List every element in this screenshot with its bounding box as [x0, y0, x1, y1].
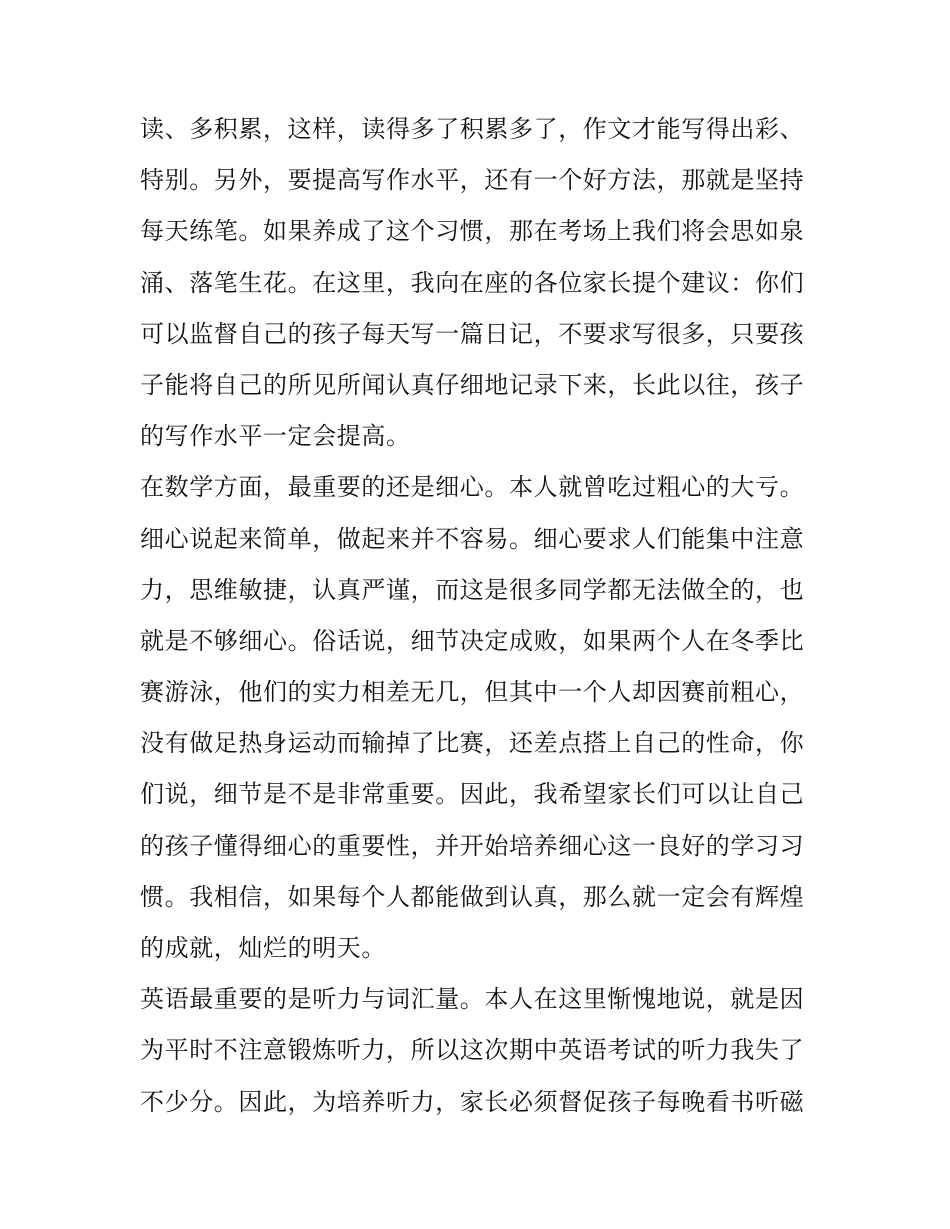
text-line: 赛游泳，他们的实力相差无几，但其中一个人却因赛前粗心， — [140, 678, 805, 707]
text-line: 们说，细节是不是非常重要。因此，我希望家长们可以让自己 — [140, 780, 805, 809]
text-line: 细心说起来简单，做起来并不容易。细心要求人们能集中注意 — [140, 524, 805, 553]
text-line: 为平时不注意锻炼听力，所以这次期中英语考试的听力我失了 — [140, 1036, 805, 1065]
text-line: 子能将自己的所见所闻认真仔细地记录下来，长此以往，孩子 — [140, 370, 805, 399]
text-line: 力，思维敏捷，认真严谨，而这是很多同学都无法做全的，也 — [140, 575, 805, 604]
text-line: 就是不够细心。俗话说，细节决定成败，如果两个人在冬季比 — [140, 626, 805, 655]
text-line: 的成就，灿烂的明天。 — [140, 934, 386, 962]
text-line: 不少分。因此，为培养听力，家长必须督促孩子每晚看书听磁 — [140, 1087, 805, 1116]
text-line: 的写作水平一定会提高。 — [140, 422, 411, 451]
body-text — [140, 104, 812, 1128]
text-line: 涌、落笔生花。在这里，我向在座的各位家长提个建议：你们 — [140, 268, 805, 297]
text-line: 可以监督自己的孩子每天写一篇日记，不要求写很多，只要孩 — [140, 319, 805, 348]
text-line: 英语最重要的是听力与词汇量。本人在这里惭愧地说，就是因 — [140, 985, 805, 1014]
text-line: 的孩子懂得细心的重要性，并开始培养细心这一良好的学习习 — [140, 831, 805, 860]
text-line: 读、多积累，这样，读得多了积累多了，作文才能写得出彩、 — [140, 115, 805, 143]
text-line: 在数学方面，最重要的还是细心。本人就曾吃过粗心的大亏。 — [140, 473, 805, 502]
text-line: 惯。我相信，如果每个人都能做到认真，那么就一定会有辉煌 — [140, 882, 805, 911]
text-line: 特别。另外，要提高写作水平，还有一个好方法，那就是坚持 — [140, 166, 805, 195]
text-line: 每天练笔。如果养成了这个习惯，那在考场上我们将会思如泉 — [140, 217, 805, 246]
text-line: 没有做足热身运动而输掉了比赛，还差点搭上自己的性命，你 — [140, 729, 805, 758]
